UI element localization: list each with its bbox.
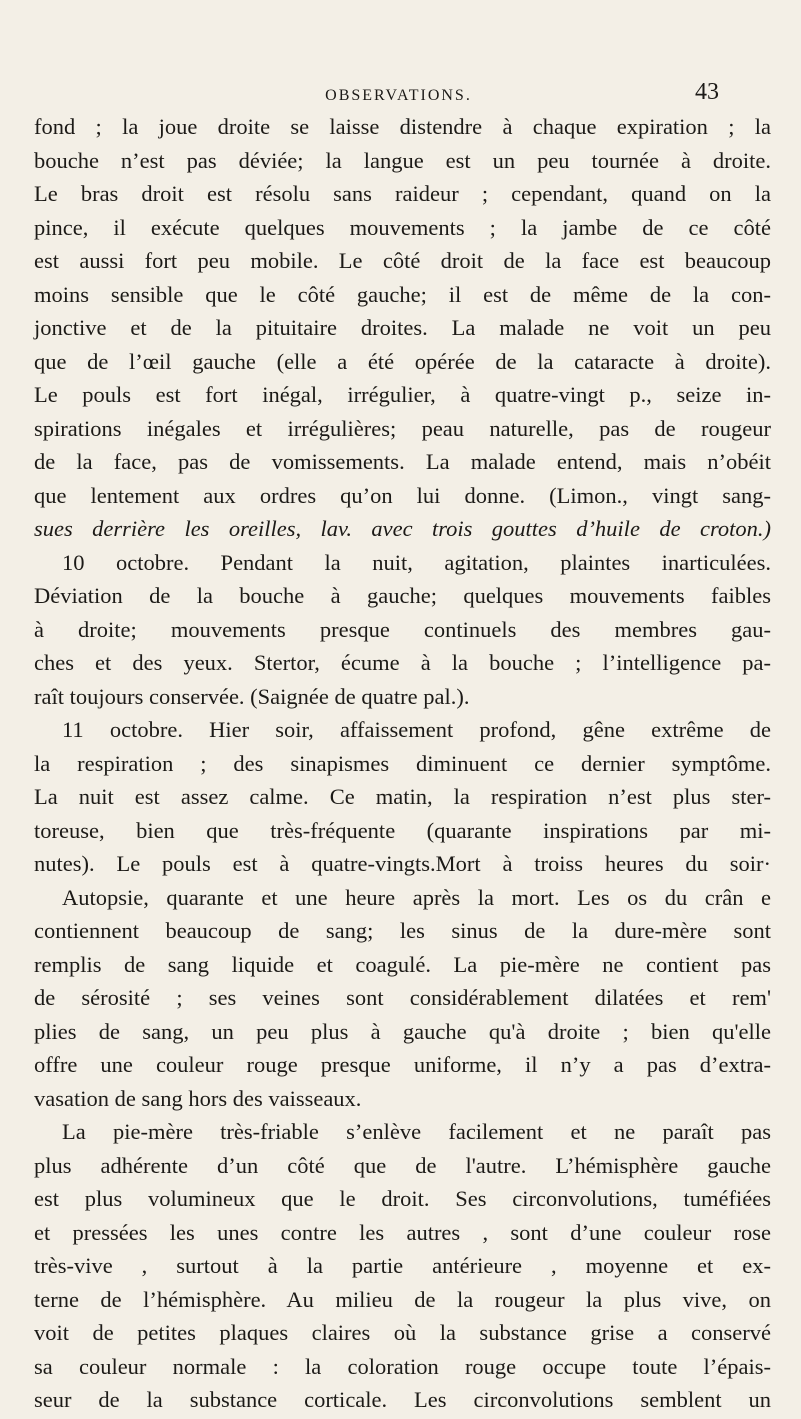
body-text xyxy=(34,110,771,1417)
text-line: ches et des yeux. Stertor, écume à la bouche ; l’intelligence pa- xyxy=(34,650,771,675)
page-number: 43 xyxy=(695,79,719,105)
text-line: que de l’œil gauche (elle a été opérée de la cataracte à droite). xyxy=(34,348,771,374)
text-line: offre une couleur rouge presque uniforme, il n’y a pas d’extra- xyxy=(34,1052,771,1077)
text-line: voit de petites plaques claires où la substance grise a conservé xyxy=(34,1320,771,1345)
text-line: de la face, pas de vomissements. La malade entend, mais n’obéit xyxy=(34,449,771,474)
text-line: raît toujours conservée. (Saignée de quatre pal.). xyxy=(34,683,470,709)
text-line: Le pouls est fort inégal, irrégulier, à quatre-vingt p., seize in- xyxy=(34,382,771,407)
text-line: remplis de sang liquide et coagulé. La pie-mère ne contient pas xyxy=(34,951,771,977)
text-line: vasation de sang hors des vaisseaux. xyxy=(34,1085,362,1111)
text-line: Autopsie, quarante et une heure après la mort. Les os du crân e xyxy=(62,884,771,910)
text-line: et pressées les unes contre les autres , sont d’une couleur rose xyxy=(34,1219,771,1245)
text-line: La nuit est assez calme. Ce matin, la respiration n’est plus ster- xyxy=(34,784,771,809)
text-line: Déviation de la bouche à gauche; quelques mouvements faibles xyxy=(34,583,771,608)
text-line: contiennent beaucoup de sang; les sinus de la dure-mère sont xyxy=(34,918,771,943)
text-line: plies de sang, un peu plus à gauche qu'à droite ; bien qu'elle xyxy=(34,1018,771,1044)
text-line: toreuse, bien que très-fréquente (quarante inspirations par mi- xyxy=(34,817,771,843)
text-line: Le bras droit est résolu sans raideur ; cependant, quand on la xyxy=(34,181,771,206)
text-line: spirations inégales et irrégulières; peau naturelle, pas de rougeur xyxy=(34,415,771,441)
text-line: moins sensible que le côté gauche; il est de même de la con- xyxy=(34,281,771,307)
text-line: à droite; mouvements presque continuels des membres gau- xyxy=(34,616,771,642)
text-line-italic: sues derrière les oreilles, lav. avec trois gouttes d’huile de croton.) xyxy=(34,516,771,541)
text-line: 10 octobre. Pendant la nuit, agitation, plaintes inarticulées. xyxy=(62,549,771,575)
text-line: est plus volumineux que le droit. Ses circonvolutions, tuméfiées xyxy=(34,1186,771,1211)
text-line: la respiration ; des sinapismes diminuent ce dernier symptôme. xyxy=(34,750,771,776)
text-line: 11 octobre. Hier soir, affaissement profond, gêne extrême de xyxy=(62,717,771,742)
running-head: OBSERVATIONS. xyxy=(325,87,472,104)
text-line: plus adhérente d’un côté que de l'autre. L’hémisphère gauche xyxy=(34,1152,771,1178)
text-line: bouche n’est pas déviée; la langue est un peu tournée à droite. xyxy=(34,147,771,173)
text-line: de sérosité ; ses veines sont considérablement dilatées et rem' xyxy=(34,985,771,1010)
text-line: fond ; la joue droite se laisse distendre à chaque expiration ; la xyxy=(34,114,771,139)
text-line: très-vive , surtout à la partie antérieure , moyenne et ex- xyxy=(34,1253,771,1278)
text-line: La pie-mère très-friable s’enlève facilement et ne paraît pas xyxy=(62,1119,771,1144)
text-line: sa couleur normale : la coloration rouge occupe toute l’épais- xyxy=(34,1353,771,1379)
page-header xyxy=(34,0,763,105)
text-line: terne de l’hémisphère. Au milieu de la rougeur la plus vive, on xyxy=(34,1286,771,1312)
text-line: est aussi fort peu mobile. Le côté droit de la face est beaucoup xyxy=(34,248,771,273)
text-line: pince, il exécute quelques mouvements ; la jambe de ce côté xyxy=(34,214,771,240)
text-line: que lentement aux ordres qu’on lui donne. (Limon., vingt sang- xyxy=(34,482,771,508)
text-line: jonctive et de la pituitaire droites. La malade ne voit un peu xyxy=(34,315,771,340)
text-line: seur de la substance corticale. Les circonvolutions semblent un xyxy=(34,1387,771,1412)
text-line: nutes). Le pouls est à quatre-vingts.Mort à troiss heures du soir· xyxy=(34,851,771,876)
